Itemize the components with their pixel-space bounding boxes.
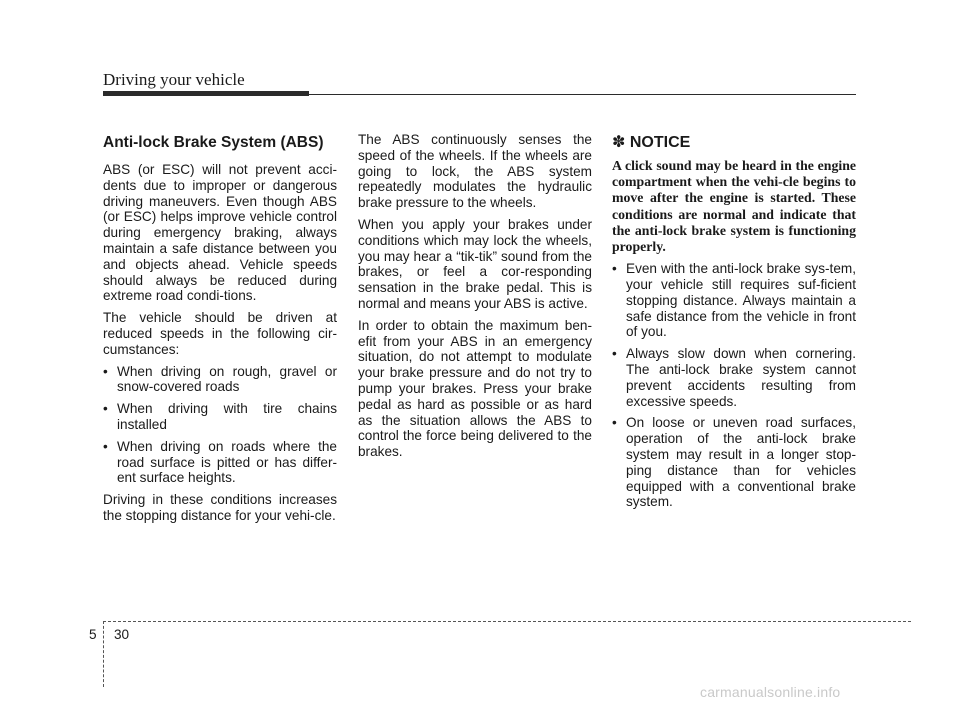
bullet-item: [103, 401, 337, 433]
column-left: [103, 134, 337, 530]
bullet-icon: •: [103, 438, 108, 454]
paragraph: The ABS continuously senses the speed of the wheels. If the wheels are going to lock, the ABS system repeatedly modulates the hydraulic brake pressure to the wheels.: [358, 132, 592, 211]
bullet-item: [612, 346, 856, 409]
bullet-text: When driving on roads where the road surface is pitted or has differ-ent surface heights.: [117, 438, 337, 486]
bullet-item: [103, 439, 337, 486]
bullet-text: When driving with tire chains installed: [117, 401, 337, 432]
bullet-list: [103, 364, 337, 487]
header-rule-thin: [309, 94, 856, 95]
bullet-text: Even with the anti-lock brake sys-tem, your vehicle still requires suf-ficient stopping distance. Always maintain a safe distance from the vehicle in front of you.: [626, 261, 856, 340]
bullet-icon: •: [612, 415, 617, 431]
paragraph: Driving in these conditions increases the stopping distance for your vehi-cle.: [103, 492, 337, 523]
header-rule-thick: [103, 91, 309, 96]
footer-rule-vertical: [103, 621, 104, 687]
notice-heading-label: NOTICE: [629, 134, 691, 151]
bullet-item: [612, 261, 856, 340]
column-middle: [358, 132, 592, 466]
paragraph: In order to obtain the maximum ben-efit from your ABS in an emergency situation, do not attempt to modulate your brake pressure and do not try to pump your brakes. Press your brake pedal as hard as possible or as hard as the situation allows the ABS to control the force being delivered to the brakes.: [358, 317, 592, 460]
notice-body: A click sound may be heard in the engine compartment when the vehi-cle begins to move after the engine is started. These conditions are normal and indicate that the anti-lock brake system is functioning properly.: [612, 158, 856, 255]
watermark: carmanualsonline.info: [700, 684, 841, 700]
page-number: 30: [114, 627, 130, 642]
bullet-text: On loose or uneven road surfaces, operation of the anti-lock brake system may result in a longer stop-ping distance than for vehicles equipped with a conventional brake system.: [626, 415, 856, 510]
footer-rule: [103, 621, 911, 622]
bullet-icon: •: [103, 363, 108, 379]
bullet-text: When driving on rough, gravel or snow-covered roads: [117, 363, 337, 395]
bullet-list: [612, 261, 856, 510]
section-heading: Anti-lock Brake System (ABS): [103, 134, 324, 151]
page-header-title: Driving your vehicle: [103, 70, 245, 89]
bullet-icon: •: [612, 346, 617, 362]
column-right: [612, 134, 856, 516]
notice-heading: [612, 134, 856, 152]
bullet-item: [612, 415, 856, 510]
bullet-icon: •: [103, 401, 108, 417]
bullet-text: Always slow down when cornering. The anti-lock brake system cannot prevent accidents resulting from excessive speeds.: [626, 346, 856, 409]
paragraph: ABS (or ESC) will not prevent acci-dents due to improper or dangerous driving maneuvers. Even though ABS (or ESC) helps improve vehicle control during emergency braking, always maintain a safe distance between you and objects ahead. Vehicle speeds should always be reduced during extreme road condi-tions.: [103, 162, 337, 304]
chapter-number: 5: [89, 627, 97, 642]
bullet-icon: •: [612, 261, 617, 277]
paragraph: The vehicle should be driven at reduced speeds in the following cir-cumstances:: [103, 310, 337, 357]
paragraph: When you apply your brakes under conditions which may lock the wheels, you may hear a “tik-tik” sound from the brakes, or feel a cor-responding sensation in the brake pedal. This is normal and means your ABS is active.: [358, 216, 592, 311]
notice-icon: ✽: [612, 134, 626, 151]
bullet-item: [103, 364, 337, 396]
